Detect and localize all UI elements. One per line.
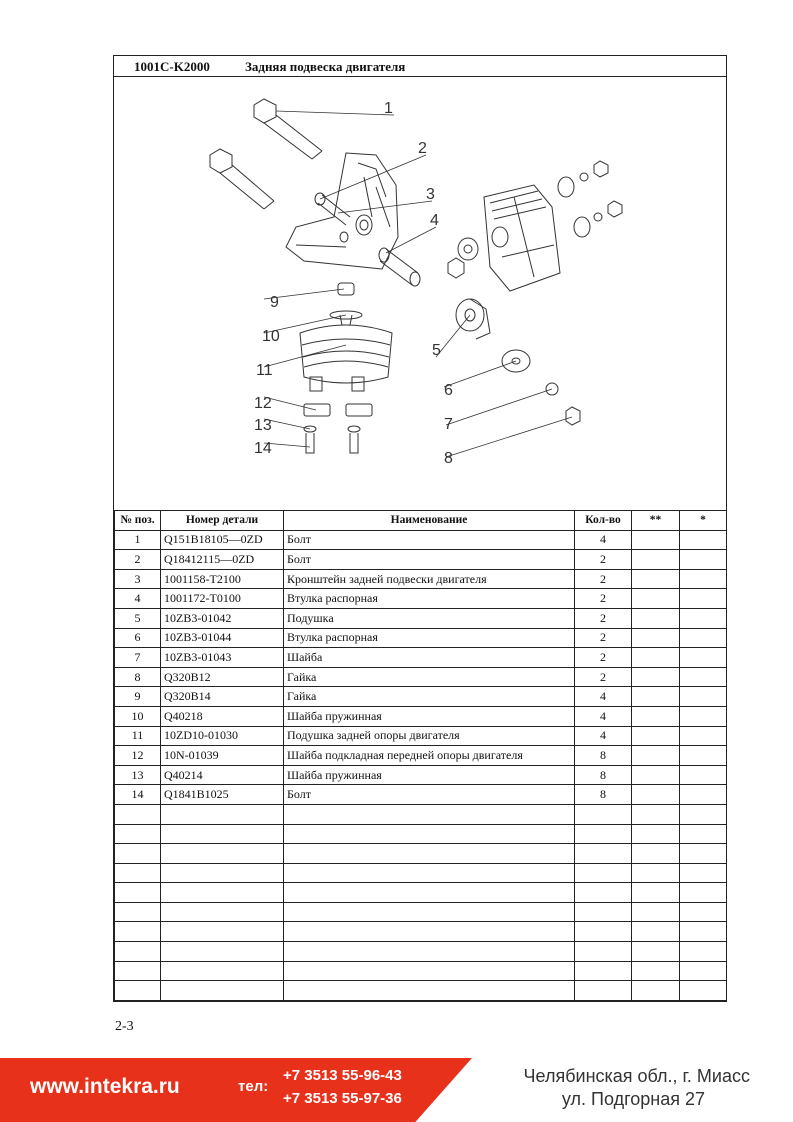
- callout-1: 1: [384, 100, 393, 117]
- cell-empty: [115, 844, 161, 864]
- cell-empty: [575, 804, 632, 824]
- cell-pos: 11: [115, 726, 161, 746]
- cell-empty: [680, 883, 727, 903]
- callout-2: 2: [418, 140, 427, 157]
- assembly-title: Задняя подвеска двигателя: [245, 59, 406, 74]
- table-row: [115, 765, 727, 785]
- cell-empty: [632, 608, 680, 628]
- cell-name: Болт: [284, 530, 575, 550]
- cell-qty: 4: [575, 706, 632, 726]
- cell-empty: [632, 922, 680, 942]
- cell-empty: [284, 824, 575, 844]
- table-row-empty: [115, 922, 727, 942]
- col-part-header: Номер детали: [161, 511, 284, 531]
- cell-part-number: 1001158-T2100: [161, 569, 284, 589]
- part-12-shims: [304, 404, 372, 416]
- cell-empty: [284, 883, 575, 903]
- cell-empty: [680, 589, 727, 609]
- table-row-empty: [115, 883, 727, 903]
- table-row-empty: [115, 824, 727, 844]
- cell-empty: [680, 863, 727, 883]
- col-name-header: Наименование: [284, 511, 575, 531]
- cell-empty: [680, 667, 727, 687]
- cell-empty: [680, 530, 727, 550]
- cell-empty: [161, 981, 284, 1001]
- cell-empty: [575, 922, 632, 942]
- cell-empty: [632, 981, 680, 1001]
- cell-empty: [161, 883, 284, 903]
- callout-11: 11: [256, 362, 273, 379]
- part-11-cushion: [300, 325, 392, 391]
- cell-empty: [632, 687, 680, 707]
- assembly-code: 1001C-K2000: [134, 59, 210, 74]
- col-pos-header: № поз.: [115, 511, 161, 531]
- cell-empty: [680, 785, 727, 805]
- address-line-2: ул. Подгорная 27: [561, 1089, 705, 1109]
- cell-empty: [632, 883, 680, 903]
- cell-empty: [680, 569, 727, 589]
- cell-empty: [680, 981, 727, 1001]
- col-extra1-header: **: [632, 511, 680, 531]
- table-row: [115, 687, 727, 707]
- callout-6: 6: [444, 382, 453, 399]
- table-row: [115, 667, 727, 687]
- table-row-empty: [115, 902, 727, 922]
- cell-qty: 2: [575, 550, 632, 570]
- cell-empty: [161, 942, 284, 962]
- cell-empty: [161, 863, 284, 883]
- cell-pos: 14: [115, 785, 161, 805]
- cell-pos: 4: [115, 589, 161, 609]
- part-1-bolts: [210, 99, 322, 209]
- cell-empty: [632, 844, 680, 864]
- cell-empty: [575, 844, 632, 864]
- cell-empty: [680, 687, 727, 707]
- cell-empty: [632, 942, 680, 962]
- cell-empty: [680, 765, 727, 785]
- cell-part-number: 10ZB3-01042: [161, 608, 284, 628]
- callout-13: 13: [254, 417, 272, 434]
- table-row-empty: [115, 863, 727, 883]
- cell-pos: 7: [115, 648, 161, 668]
- cell-part-number: Q320B14: [161, 687, 284, 707]
- cell-empty: [632, 530, 680, 550]
- cell-empty: [632, 726, 680, 746]
- cell-empty: [680, 922, 727, 942]
- cell-empty: [680, 961, 727, 981]
- table-row-empty: [115, 942, 727, 962]
- part-13-14-bolts: [304, 426, 360, 453]
- cell-empty: [632, 648, 680, 668]
- callout-8: 8: [444, 450, 453, 467]
- cell-empty: [632, 550, 680, 570]
- cell-empty: [161, 804, 284, 824]
- cell-name: Гайка: [284, 687, 575, 707]
- cell-qty: 2: [575, 648, 632, 668]
- cell-empty: [115, 824, 161, 844]
- cell-empty: [680, 804, 727, 824]
- cell-empty: [680, 844, 727, 864]
- phone-1[interactable]: +7 3513 55-96-43: [283, 1067, 402, 1084]
- col-extra2-header: *: [680, 511, 727, 531]
- cell-empty: [161, 922, 284, 942]
- cell-empty: [575, 824, 632, 844]
- table-row: [115, 550, 727, 570]
- cell-empty: [284, 942, 575, 962]
- tel-label: тел:: [238, 1078, 269, 1095]
- cell-empty: [575, 942, 632, 962]
- callout-4: 4: [430, 212, 439, 229]
- cell-name: Шайба пружинная: [284, 706, 575, 726]
- part-9-nut: [338, 283, 354, 295]
- callout-7: 7: [444, 416, 453, 433]
- cell-pos: 12: [115, 746, 161, 766]
- parts-sheet: [113, 55, 727, 1002]
- cell-empty: [632, 785, 680, 805]
- cell-pos: 5: [115, 608, 161, 628]
- table-row: [115, 530, 727, 550]
- cell-name: Втулка распорная: [284, 589, 575, 609]
- cell-pos: 2: [115, 550, 161, 570]
- cell-empty: [632, 746, 680, 766]
- cell-empty: [680, 628, 727, 648]
- cell-qty: 8: [575, 746, 632, 766]
- cell-empty: [680, 648, 727, 668]
- address-line-1: Челябинская обл., г. Миасс: [523, 1066, 750, 1086]
- cell-empty: [115, 863, 161, 883]
- cell-qty: 2: [575, 667, 632, 687]
- cell-name: Шайба пружинная: [284, 765, 575, 785]
- cell-empty: [632, 667, 680, 687]
- table-row: [115, 726, 727, 746]
- cell-part-number: Q151B18105—0ZD: [161, 530, 284, 550]
- cell-part-number: 1001172-T0100: [161, 589, 284, 609]
- cell-empty: [284, 922, 575, 942]
- cell-pos: 3: [115, 569, 161, 589]
- cell-empty: [161, 844, 284, 864]
- part-8-nut: [566, 407, 580, 425]
- table-row: [115, 628, 727, 648]
- cell-part-number: 10ZD10-01030: [161, 726, 284, 746]
- cell-part-number: Q40214: [161, 765, 284, 785]
- table-row: [115, 589, 727, 609]
- cell-name: Болт: [284, 785, 575, 805]
- cell-empty: [632, 589, 680, 609]
- table-header-row: [115, 511, 727, 531]
- table-row: [115, 569, 727, 589]
- cell-name: Втулка распорная: [284, 628, 575, 648]
- cell-empty: [680, 608, 727, 628]
- exploded-view-drawing: [114, 77, 726, 510]
- part-4-sleeve: [379, 248, 420, 286]
- cell-qty: 4: [575, 530, 632, 550]
- cell-qty: 4: [575, 726, 632, 746]
- cell-empty: [680, 902, 727, 922]
- cell-empty: [284, 961, 575, 981]
- cell-part-number: Q1841B1025: [161, 785, 284, 805]
- cell-empty: [680, 942, 727, 962]
- callout-5: 5: [432, 342, 441, 359]
- cell-empty: [632, 804, 680, 824]
- table-row: [115, 746, 727, 766]
- cell-qty: 2: [575, 608, 632, 628]
- cell-empty: [632, 863, 680, 883]
- cell-part-number: Q18412115—0ZD: [161, 550, 284, 570]
- cell-part-number: 10N-01039: [161, 746, 284, 766]
- cell-name: Болт: [284, 550, 575, 570]
- cell-pos: 8: [115, 667, 161, 687]
- cell-empty: [284, 863, 575, 883]
- page-number: 2-3: [115, 1019, 134, 1034]
- table-row-empty: [115, 844, 727, 864]
- callout-9: 9: [270, 294, 279, 311]
- cell-empty: [680, 824, 727, 844]
- cell-empty: [680, 726, 727, 746]
- cell-empty: [161, 824, 284, 844]
- parts-table: [114, 510, 727, 1001]
- cell-name: Гайка: [284, 667, 575, 687]
- cell-empty: [632, 765, 680, 785]
- cell-part-number: 10ZB3-01043: [161, 648, 284, 668]
- cell-pos: 9: [115, 687, 161, 707]
- cell-qty: 2: [575, 628, 632, 648]
- callout-3: 3: [426, 186, 435, 203]
- table-row: [115, 706, 727, 726]
- right-mount-block: [448, 161, 622, 291]
- website-link[interactable]: www.intekra.ru: [30, 1075, 180, 1098]
- cell-empty: [575, 961, 632, 981]
- cell-empty: [680, 706, 727, 726]
- callout-14: 14: [254, 440, 272, 457]
- cell-name: Шайба подкладная передней опоры двигателя: [284, 746, 575, 766]
- table-row-empty: [115, 981, 727, 1001]
- cell-empty: [632, 902, 680, 922]
- cell-part-number: 10ZB3-01044: [161, 628, 284, 648]
- cell-empty: [284, 844, 575, 864]
- callout-10: 10: [262, 328, 280, 345]
- cell-name: Кронштейн задней подвески двигателя: [284, 569, 575, 589]
- cell-pos: 1: [115, 530, 161, 550]
- cell-pos: 10: [115, 706, 161, 726]
- cell-empty: [284, 804, 575, 824]
- cell-qty: 4: [575, 687, 632, 707]
- cell-empty: [632, 569, 680, 589]
- table-row-empty: [115, 804, 727, 824]
- cell-pos: 13: [115, 765, 161, 785]
- cell-empty: [161, 961, 284, 981]
- part-5-pad: [456, 299, 490, 339]
- cell-qty: 8: [575, 785, 632, 805]
- cell-empty: [575, 883, 632, 903]
- cell-empty: [680, 550, 727, 570]
- cell-qty: 2: [575, 589, 632, 609]
- cell-empty: [115, 922, 161, 942]
- table-row: [115, 608, 727, 628]
- title-bar: [114, 56, 726, 77]
- cell-empty: [115, 981, 161, 1001]
- cell-empty: [161, 902, 284, 922]
- cell-qty: 2: [575, 569, 632, 589]
- cell-empty: [115, 961, 161, 981]
- cell-part-number: Q320B12: [161, 667, 284, 687]
- cell-qty: 8: [575, 765, 632, 785]
- phone-2[interactable]: +7 3513 55-97-36: [283, 1090, 402, 1107]
- table-row-empty: [115, 961, 727, 981]
- cell-empty: [284, 902, 575, 922]
- cell-empty: [632, 824, 680, 844]
- col-qty-header: Кол-во: [575, 511, 632, 531]
- cell-name: Шайба: [284, 648, 575, 668]
- cell-empty: [115, 902, 161, 922]
- footer-banner: [0, 1058, 793, 1122]
- cell-name: Подушка задней опоры двигателя: [284, 726, 575, 746]
- cell-empty: [115, 804, 161, 824]
- table-row: [115, 785, 727, 805]
- cell-empty: [115, 883, 161, 903]
- cell-name: Подушка: [284, 608, 575, 628]
- cell-empty: [115, 942, 161, 962]
- part-10-washer: [330, 311, 362, 325]
- callout-12: 12: [254, 395, 272, 412]
- cell-empty: [575, 902, 632, 922]
- table-row: [115, 648, 727, 668]
- cell-empty: [632, 628, 680, 648]
- cell-empty: [632, 961, 680, 981]
- cell-empty: [575, 863, 632, 883]
- cell-empty: [575, 981, 632, 1001]
- cell-empty: [284, 981, 575, 1001]
- cell-part-number: Q40218: [161, 706, 284, 726]
- cell-empty: [680, 746, 727, 766]
- cell-empty: [632, 706, 680, 726]
- cell-pos: 6: [115, 628, 161, 648]
